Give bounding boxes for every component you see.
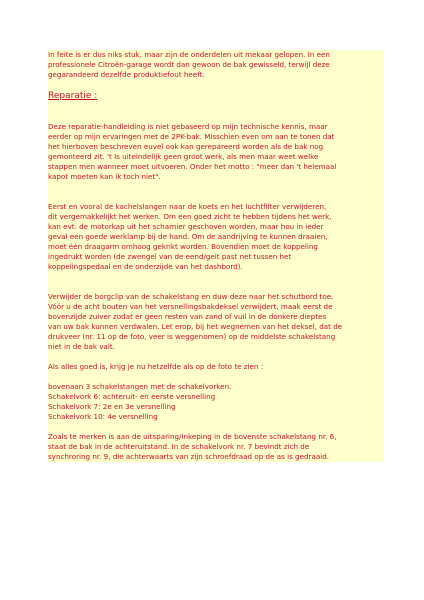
paragraph-6 bbox=[48, 382, 384, 422]
paragraph-2 bbox=[48, 122, 384, 182]
text-line: Eerst en vooral de kachelslangen naar de koets en het luchtfilter verwijderen, bbox=[48, 202, 327, 211]
text-line: staat de bak in de achteruitstand. In de schakelvork nr. 7 bevindt zich de bbox=[48, 442, 310, 451]
text-line: bovenaan 3 schakelstangen met de schakelvorken. bbox=[48, 382, 232, 391]
text-line: niet in de bak valt. bbox=[48, 342, 115, 351]
text-line: stappen men wanneer moet uitvoeren. Onder het motto : "meer dan 't helemaal bbox=[48, 162, 337, 171]
document-body bbox=[48, 50, 384, 462]
text-line: koppelingspedaal en de onderzijde van het dashbord). bbox=[48, 262, 243, 271]
spacer bbox=[48, 182, 384, 192]
paragraph-1 bbox=[48, 50, 384, 80]
paragraph-4 bbox=[48, 292, 384, 352]
text-line: Schakelvork 7: 2e en 3e versnelling bbox=[48, 402, 176, 411]
text-line: Vóór u de acht bouten van het versnellingsbakdeksel verwijdert, maak eerst de bbox=[48, 302, 333, 311]
text-line: Verwijder de borgclip van de schakelstang en duw deze naar het schutbord toe. bbox=[48, 292, 334, 301]
text-line: dit vergemakkelijkt het werken. Om een goed zicht te hebben tijdens het werk, bbox=[48, 212, 332, 221]
section-heading: Reparatie : bbox=[48, 91, 98, 101]
spacer bbox=[48, 112, 384, 122]
text-line: het hierboven beschreven euvel ook kan gerepareerd worden als de bak nog bbox=[48, 142, 324, 151]
spacer bbox=[48, 272, 384, 282]
paragraph-5 bbox=[48, 362, 384, 372]
spacer bbox=[48, 352, 384, 362]
text-line: gemonteerd zit. 't Is uiteindelijk geen groot werk, als men maar weet welke bbox=[48, 152, 319, 161]
spacer bbox=[48, 372, 384, 382]
text-line: Schakelvork 10: 4e versnelling bbox=[48, 412, 158, 421]
text-line: geval een goede werklamp bij de hand. Om de aandrijving te kunnen draaien, bbox=[48, 232, 328, 241]
text-line: kan evt. de motorkap uit het scharnier geschoven worden, maar hou in ieder bbox=[48, 222, 324, 231]
text-line: drukveer (nr. 11 op de foto, veer is weggenomen) op de middelste schakelstang bbox=[48, 332, 336, 341]
text-line: van uw bak kunnen verdwalen. Let erop, bij het wegnemen van het deksel, dat de bbox=[48, 322, 343, 331]
text-line: ingedrukt worden (de zwengel van de eend/geit past net tussen het bbox=[48, 252, 292, 261]
text-line: eerder op mijn ervaringen met de 2PK-bak. Misschien even om aan te tonen dat bbox=[48, 132, 335, 141]
paragraph-7 bbox=[48, 432, 384, 462]
spacer bbox=[48, 282, 384, 292]
text-line: Als alles goed is, krijg je nu hetzelfde als op de foto te zien : bbox=[48, 362, 264, 371]
spacer bbox=[48, 422, 384, 432]
text-line: Schakelvork 6: achteruit- en eerste versnelling bbox=[48, 392, 216, 401]
text-line: In feite is er dus niks stuk, maar zijn de onderdelen uit mekaar gelopen. In een bbox=[48, 50, 330, 59]
spacer bbox=[48, 192, 384, 202]
spacer bbox=[48, 102, 384, 112]
paragraph-3 bbox=[48, 202, 384, 272]
text-line: synchroring nr. 9, die achterwaarts van zijn schroefdraad op de as is gedraaid. bbox=[48, 452, 329, 461]
text-line: gegarandeerd dezelfde produktiefout heeft. bbox=[48, 70, 205, 79]
text-line: moet één draagarm omhoog gekrikt worden. Bovendien moet de koppeling bbox=[48, 242, 318, 251]
text-line: professionele Citroën-garage wordt dan gewoon de bak gewisseld, terwijl deze bbox=[48, 60, 330, 69]
text-line: kapot moeten kan ik toch niet". bbox=[48, 172, 161, 181]
spacer bbox=[48, 80, 384, 90]
text-line: Zoals te merken is aan de uitsparing/inkeping in de bovenste schakelstang nr. 6, bbox=[48, 432, 337, 441]
text-line: Deze reparatie-handleiding is niet gebaseerd op mijn technische kennis, maar bbox=[48, 122, 328, 131]
text-line: bovenzijde zuiver zodat er geen resten van zand of vuil in de donkere dieptes bbox=[48, 312, 327, 321]
